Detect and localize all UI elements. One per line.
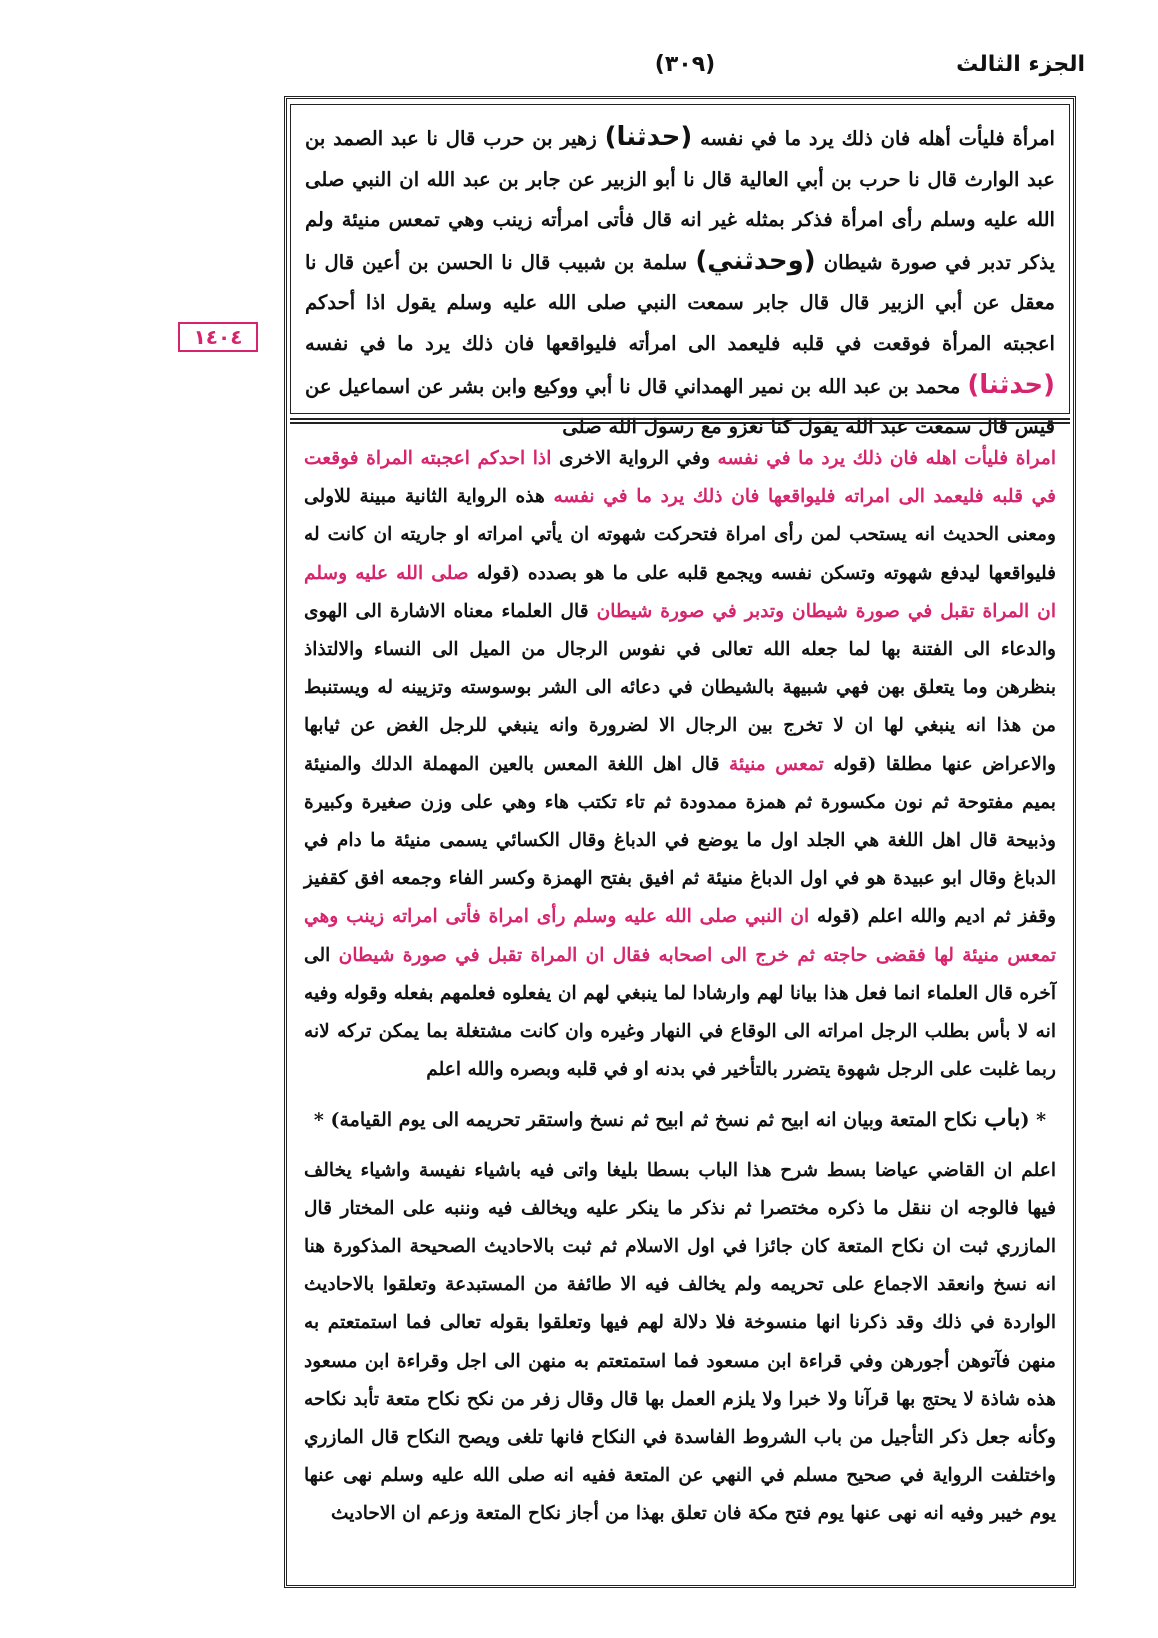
section-divider (290, 418, 1070, 424)
matn-segment: سلمة بن شبيب قال نا الحسن بن أعين قال نا معقل عن أبي الزبير قال قال جابر سمعت النبي صلى الله عليه وسلم يقول اذا أحدكم اعجبته المرأة فوقعت في قلبه فليعمد الى امرأته فليواقعها فان ذلك يرد ما في نفسه (305, 250, 1055, 355)
chapter-title-open: * ( (1020, 1109, 1047, 1132)
quoted-hadith-text: امراة فليأت اهله فان ذلك يرد ما في نفسه (717, 448, 1056, 469)
commentary-paragraph (304, 440, 1056, 1089)
commentary-block (296, 440, 1064, 1580)
commentary-text: (قوله (823, 753, 877, 775)
page-header (285, 52, 1085, 92)
chapter-title (304, 1099, 1056, 1139)
quoted-hadith-text: صلى الله عليه وسلم ان المراة تقبل في صورة شيطان وتدبر في صورة شيطان (304, 562, 1056, 622)
page-number: (٣٠٩) (654, 52, 716, 77)
commentary-text: (قوله (809, 906, 860, 928)
wahaddathani-marker: (وحدثني) (695, 245, 816, 276)
matn-segment: محمد بن عبد الله بن نمير الهمداني قال نا أبي ووكيع وابن بشر عن اسماعيل عن قيس قال سمعت عبد الله يقول كنا نغزو مع رسول الله صلى (305, 374, 1055, 439)
commentary-paragraph: اعلم ان القاضي عياضا بسط شرح هذا الباب بسطا بليغا واتى فيه باشياء نفيسة واشياء يخالف فيها فالوجه ان ننقل ما ذكره مختصرا ثم نذكر ما ينكر عليه ويخالف فيه وننبه على المختار قال المازري ثبت ان نكاح المتعة كان جائزا في اول الاسلام ثم ثبت بالاحاديث الصحيحة المذكورة هنا انه نسخ وانعقد الاجماع على تحريمه ولم يخالف فيه الا طائفة من المستبدعة وتعلقوا بالاحاديث الواردة في ذلك وقد ذكرنا انها منسوخة فلا دلالة لهم فيها وتعلقوا بقوله تعالى فما استمتعتم به منهن فآتوهن أجورهن وفي قراءة ابن مسعود فما استمتعتم به منهن الى اجل وقراءة ابن مسعود هذه شاذة لا يحتج بها قرآنا ولا خبرا ولا يلزم العمل بها قال وقال زفر من نكح نكاح متعة تأبد نكاحه وكأنه جعل ذكر التأجيل من باب الشروط الفاسدة في النكاح فانها تلغى ويصح النكاح قال المازري واختلفت الرواية في صحيح مسلم في النهي عن المتعة ففيه انه صلى الله عليه وسلم نهى عنها يوم خيبر وفيه انه نهى عنها يوم فتح مكة فان تعلق بهذا من أجاز نكاح المتعة وزعم ان الاحاديث (304, 1159, 1056, 1525)
matn-segment: زهير بن حرب قال نا عبد الصمد بن عبد الوارث قال نا حرب بن أبي العالية قال نا أبو الزبير عن جابر بن عبد الله ان النبي صلى الله عليه وسلم رأى امرأة فذكر بمثله غير انه قال فأتى امرأته زينب وهي تمعس منيئة ولم يذكر تدبر في صورة شيطان (305, 127, 1055, 274)
quoted-hadith-text: ان النبي صلى الله عليه وسلم رأى امراة فأتى امراته زينب وهي تمعس منيئة لها فقضى حاجته ثم خرج الى اصحابه فقال ان المراة تقبل في صورة شيطان (304, 906, 1056, 966)
commentary-text: الى آخره قال العلماء انما فعل هذا بيانا لهم وارشادا لما ينبغي لهم ان يفعلوه فعلمهم بفعله وقوله وفيه انه لا بأس بطلب الرجل امراته الى الوقاع في النهار وغيره وان كانت مشتغلة بما يمكن تركه لانه ربما غلبت على الرجل شهوة يتضرر بالتأخير في بدنه او في قلبه وبصره والله اعلم (304, 944, 1056, 1081)
commentary-text: قال اهل اللغة المعس بالعين المهملة الدلك والمنيئة بميم مفتوحة ثم نون مكسورة ثم همزة ممدودة ثم تاء تكتب هاء وهي على وزن صغيرة وكبيرة وذبيحة قال اهل اللغة هي الجلد اول ما يوضع في الدباغ وقال الكسائي يسمى منيئة ما دام في الدباغ وقال ابو عبيدة هو في اول الدباغ منيئة ثم افيق بفتح الهمزة وكسر الفاء وجمعه افق كقفيز وقفز ثم اديم والله اعلم (304, 753, 1056, 928)
hadith-number-badge: ١٤٠٤ (178, 322, 258, 352)
matn-segment: امرأة فليأت أهله فان ذلك يرد ما في نفسه (700, 127, 1055, 150)
chapter-title-text: نكاح المتعة وبيان انه ابيح ثم نسخ ثم ابيح ثم نسخ واستقر تحريمه الى يوم القيامة) * (313, 1109, 984, 1132)
matn-text-block (290, 104, 1070, 439)
commentary-text: هذه الرواية الثانية مبينة للاولى ومعنى الحديث انه يستحب لمن رأى امراة فتحركت شهوته ان يأتي امراته او جاريته ان كانت له فليواقعها ليدفع شهوته وتسكن نفسه ويجمع قلبه على ما هو بصدده (304, 486, 1056, 584)
volume-label: الجزء الثالث (956, 52, 1085, 77)
commentary-text: وفي الرواية الاخرى (551, 448, 718, 469)
quoted-hadith-text: اذا احدكم اعجبته المراة فوقعت في قلبه فليعمد الى امراته فليواقعها فان ذلك يرد ما في نفسه (304, 448, 1056, 508)
commentary-text: قال العلماء معناه الاشارة الى الهوى والدعاء الى الفتنة بها لما جعله الله تعالى في نفوس الرجال من الميل الى النساء والالتذاذ بنظرهن وما يتعلق بهن فهي شبيهة بالشيطان في دعائه الى الشر بوسوسته وتزيينه له ويستنبط من هذا انه ينبغي لها ان لا تخرج بين الرجال الا لضرورة وانه ينبغي للرجل الغض عن ثيابها والاعراض عنها مطلقا (304, 600, 1057, 775)
bab-word: باب (983, 1103, 1021, 1133)
commentary-text: (قوله (468, 562, 520, 584)
quoted-hadith-text: تمعس منيئة (728, 753, 824, 775)
haddathana-marker: (حدثنا) (967, 369, 1055, 400)
haddathana-marker: (حدثنا) (604, 122, 693, 152)
